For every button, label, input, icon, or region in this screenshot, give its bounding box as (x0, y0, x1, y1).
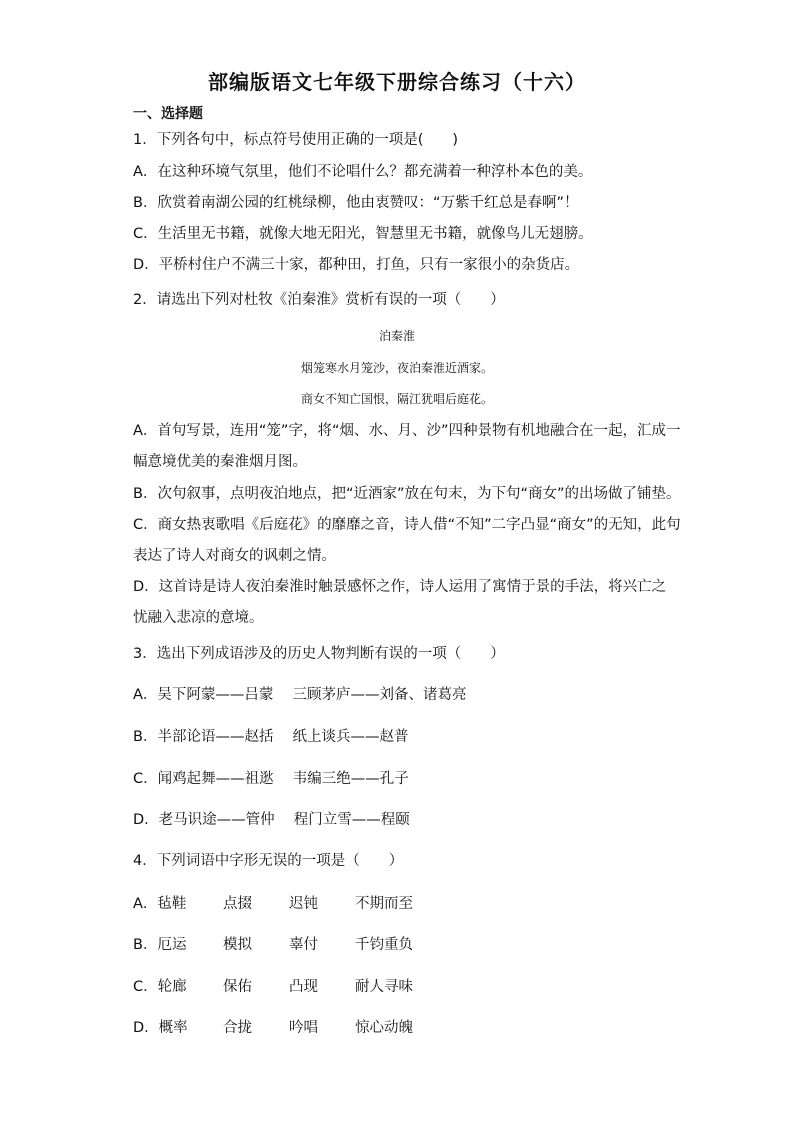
option-word: 模拟 (223, 937, 252, 953)
question-2-option-d-line-2[interactable]: 忧融入悲凉的意境。 (133, 610, 264, 626)
option-word: 点掇 (223, 896, 252, 912)
option-word: 保佑 (223, 979, 252, 995)
option-word: 耐人寻味 (355, 979, 413, 995)
question-1-option-d[interactable]: D．平桥村住户不满三十家，都种田，打鱼，只有一家很小的杂货店。 (133, 257, 580, 273)
question-4-option-c[interactable] (133, 977, 413, 997)
poem-title: 泊秦淮 (378, 329, 415, 343)
page-title: 部编版语文七年级下册综合练习（十六） (208, 70, 586, 94)
question-2-option-d-line-1[interactable]: D．这首诗是诗人夜泊秦淮时触景感怀之作，诗人运用了寓情于景的手法，将兴亡之 (133, 579, 667, 595)
question-2-stem: 2．请选出下列对杜牧《泊秦淮》赏析有误的一项（ ） (133, 292, 505, 308)
question-3-stem: 3．选出下列成语涉及的历史人物判断有误的一项（ ） (133, 646, 505, 662)
question-3-option-a[interactable]: A．吴下阿蒙——吕蒙 三顾茅庐——刘备、诸葛亮 (133, 687, 467, 703)
option-word: 千钧重负 (355, 937, 413, 953)
option-word: A．毡鞋 (133, 896, 187, 912)
question-2-option-a-line-2[interactable]: 幅意境优美的秦淮烟月图。 (133, 454, 307, 470)
question-1-stem: 1．下列各句中，标点符号使用正确的一项是( ) (133, 132, 459, 148)
question-1-option-b[interactable]: B．欣赏着南湖公园的红桃绿柳，他由衷赞叹：“万紫千红总是春啊”！ (133, 195, 579, 211)
question-3-option-c[interactable]: C．闻鸡起舞——祖逖 韦编三绝——孔子 (133, 771, 409, 787)
option-word: 惊心动魄 (355, 1020, 413, 1036)
question-4-option-d[interactable] (133, 1018, 413, 1038)
option-word: 凸现 (289, 979, 318, 995)
option-word: 合拢 (223, 1020, 252, 1036)
question-3-option-d[interactable]: D．老马识途——管仲 程门立雪——程颐 (133, 812, 410, 828)
question-1-option-c[interactable]: C．生活里无书籍，就像大地无阳光，智慧里无书籍，就像鸟儿无翅膀。 (133, 226, 593, 242)
option-word: 辜付 (289, 937, 318, 953)
question-2-option-c-line-1[interactable]: C．商女热衷歌唱《后庭花》的靡靡之音，诗人借“不知”二字凸显“商女”的无知，此句 (133, 517, 681, 533)
question-4-option-a[interactable] (133, 894, 413, 914)
question-2-option-c-line-2[interactable]: 表达了诗人对商女的讽刺之情。 (133, 548, 336, 564)
option-word: B．厄运 (133, 937, 187, 953)
option-word: 吟唱 (289, 1020, 318, 1036)
question-2-option-a-line-1[interactable]: A．首句写景，连用“笼”字，将“烟、水、月、沙”四种景物有机地融合在一起，汇成一 (133, 423, 681, 439)
question-3-option-b[interactable]: B．半部论语——赵括 纸上谈兵——赵普 (133, 729, 409, 745)
poem-line-2: 商女不知亡国恨，隔江犹唱后庭花。 (300, 392, 493, 406)
option-word: C．轮廊 (133, 979, 187, 995)
question-4-option-b[interactable] (133, 935, 413, 955)
section-heading: 一、选择题 (133, 106, 203, 122)
poem-line-1: 烟笼寒水月笼沙，夜泊秦淮近酒家。 (300, 361, 493, 375)
option-word: D．概率 (133, 1020, 188, 1036)
question-4-stem: 4．下列词语中字形无误的一项是（ ） (133, 853, 404, 869)
option-word: 迟钝 (289, 896, 318, 912)
question-1-option-a[interactable]: A．在这种环境气氛里，他们不论唱什么？都充满着一种淳朴本色的美。 (133, 164, 593, 180)
option-word: 不期而至 (355, 896, 413, 912)
question-2-option-b[interactable]: B．次句叙事，点明夜泊地点，把“近酒家”放在句末，为下句“商女”的出场做了铺垫。 (133, 486, 681, 502)
